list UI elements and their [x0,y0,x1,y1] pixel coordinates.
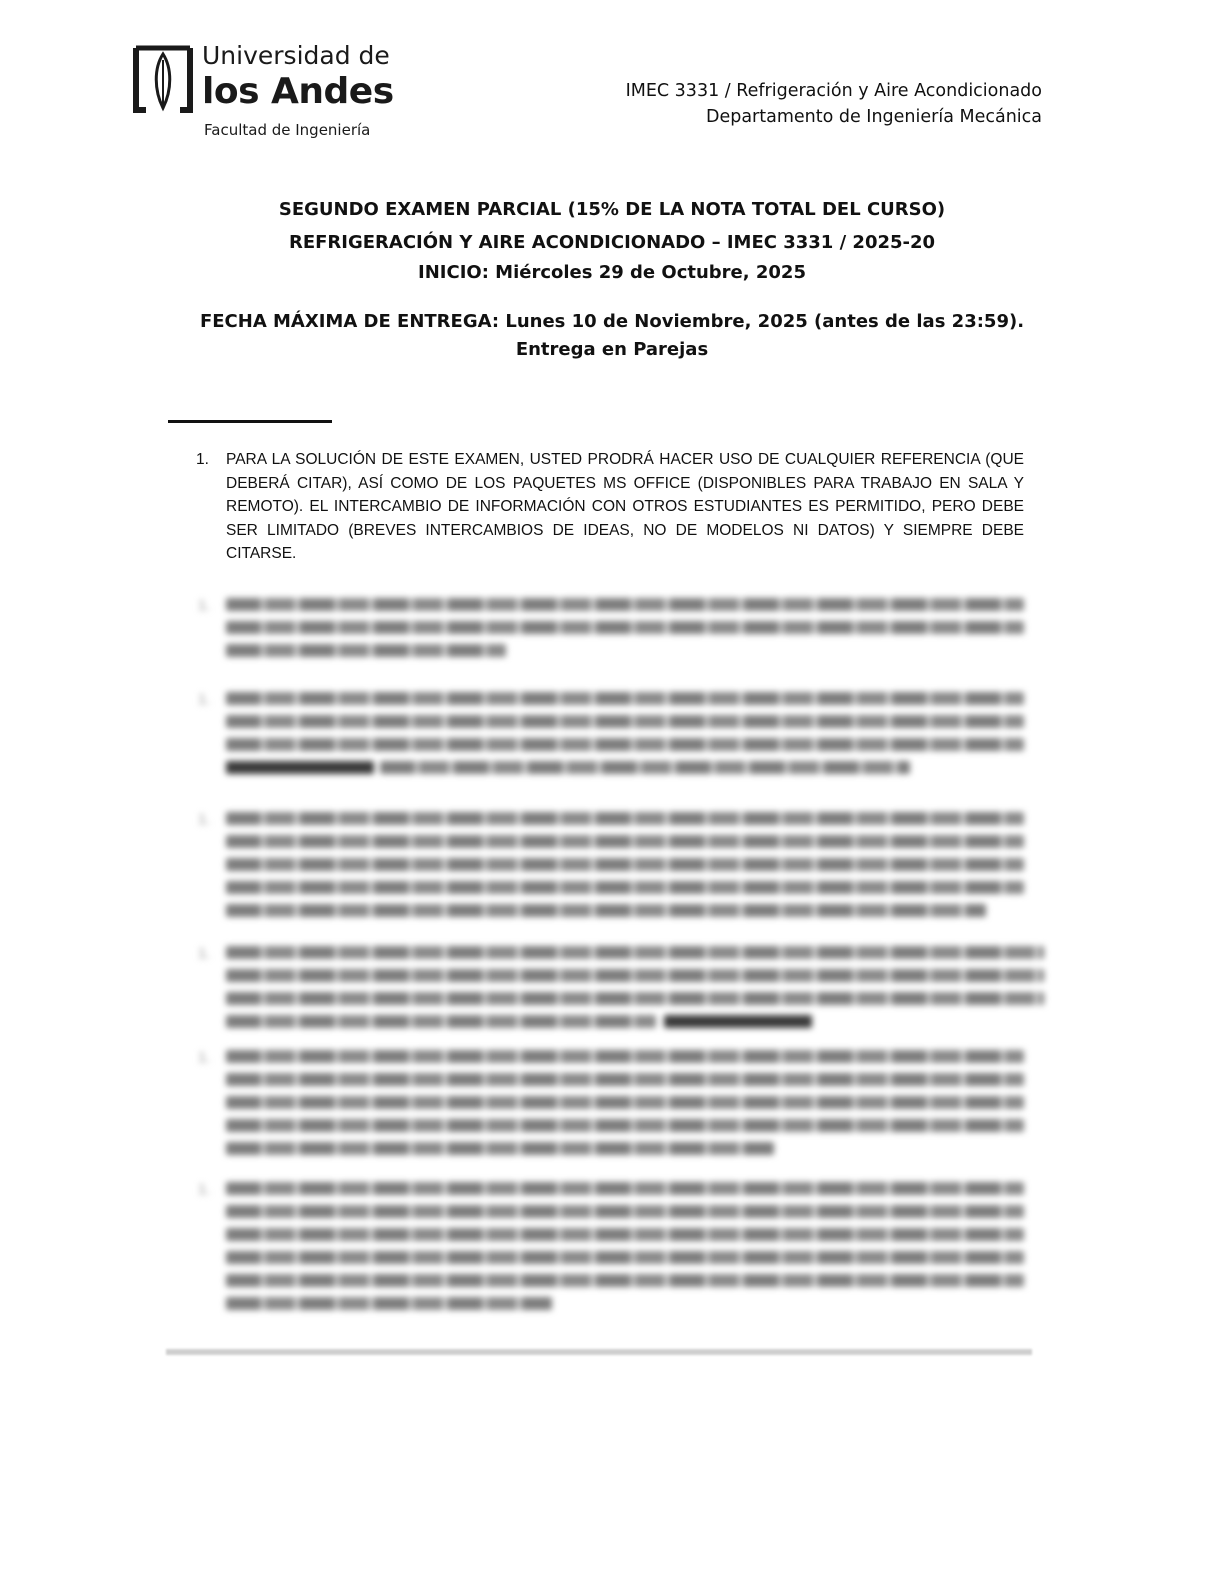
redacted-line [226,1073,1024,1086]
redacted-instruction-7 [196,1176,1044,1316]
redacted-line [226,1119,1024,1132]
redacted-number: 1. [198,597,211,614]
instruction-text: PARA LA SOLUCIÓN DE ESTE EXAMEN, USTED PRODRÁ HACER USO DE CUALQUIER REFERENCIA (QUE DEBERÁ CITAR), ASÍ COMO DE LOS PAQUETES MS OFFICE (DISPONIBLES PARA TRABAJO EN SALA Y REMOTO). EL INTERCAMBIO DE INFORMACIÓN CON OTROS ESTUDIANTES ES PERMITIDO, PERO DEBE SER LIMITADO (BREVES INTERCAMBIOS DE IDEAS, NO DE MODELOS NI DATOS) Y SIEMPRE DEBE CITARSE. [226,451,1024,562]
deadline: FECHA MÁXIMA DE ENTREGA: Lunes 10 de Noviembre, 2025 (antes de las 23:59). [199,311,1025,332]
course-title: REFRIGERACIÓN Y AIRE ACONDICIONADO – IMEC 3331 / 2025-20 [288,232,936,253]
redacted-number: 1. [198,1049,211,1066]
university-logo [132,40,394,150]
redacted-line [226,946,1044,959]
redacted-line [226,881,1024,894]
redacted-line [226,761,374,774]
redacted-instruction-4 [196,806,1044,924]
redacted-line [226,1297,552,1310]
department-name: Departamento de Ingeniería Mecánica [705,107,1042,127]
redacted-line [226,692,1024,705]
redacted-line [226,992,1044,1005]
redacted-number: 1. [198,811,211,828]
redacted-line [226,969,1044,982]
redacted-line [226,812,1024,825]
redacted-line [226,1142,774,1155]
redacted-instruction-6 [196,1044,1044,1162]
redacted-line [226,598,1024,611]
redacted-number: 1. [198,1181,211,1198]
redacted-instruction-3 [196,686,1044,781]
redacted-number: 1. [198,691,211,708]
redacted-line [226,1274,1024,1287]
redacted-line [664,1015,812,1028]
redacted-line [226,715,1024,728]
redacted-line [226,644,506,657]
course-header [626,78,1042,130]
redacted-line [226,1251,1024,1264]
redacted-line [226,1096,1024,1109]
footer-divider [166,1349,1032,1355]
redacted-line [226,1205,1024,1218]
redacted-line [226,1015,656,1028]
redacted-instruction-2 [196,592,1044,662]
redacted-line [226,738,1024,751]
section-divider [168,420,332,423]
redacted-line [226,621,1024,634]
redacted-instruction-5 [196,940,1044,1035]
redacted-line [226,1182,1024,1195]
redacted-number: 1. [198,945,211,962]
logo-text-universidad: Universidad de [202,41,390,70]
logo-text-facultad: Facultad de Ingeniería [204,121,371,139]
university-emblem-icon [132,42,194,116]
exam-title: SEGUNDO EXAMEN PARCIAL (15% DE LA NOTA TOTAL DEL CURSO) [278,199,946,220]
redacted-line [380,761,910,774]
instruction-number: 1. [196,451,209,468]
redacted-line [226,904,986,917]
redacted-line [226,1050,1024,1063]
redacted-line [226,835,1024,848]
redacted-line [226,1228,1024,1241]
redacted-line [226,858,1024,871]
delivery-mode: Entrega en Parejas [515,339,709,360]
course-name: IMEC 3331 / Refrigeración y Aire Acondicionado [625,81,1042,101]
start-date: INICIO: Miércoles 29 de Octubre, 2025 [418,262,806,283]
logo-text-los-andes: los Andes [202,71,394,112]
